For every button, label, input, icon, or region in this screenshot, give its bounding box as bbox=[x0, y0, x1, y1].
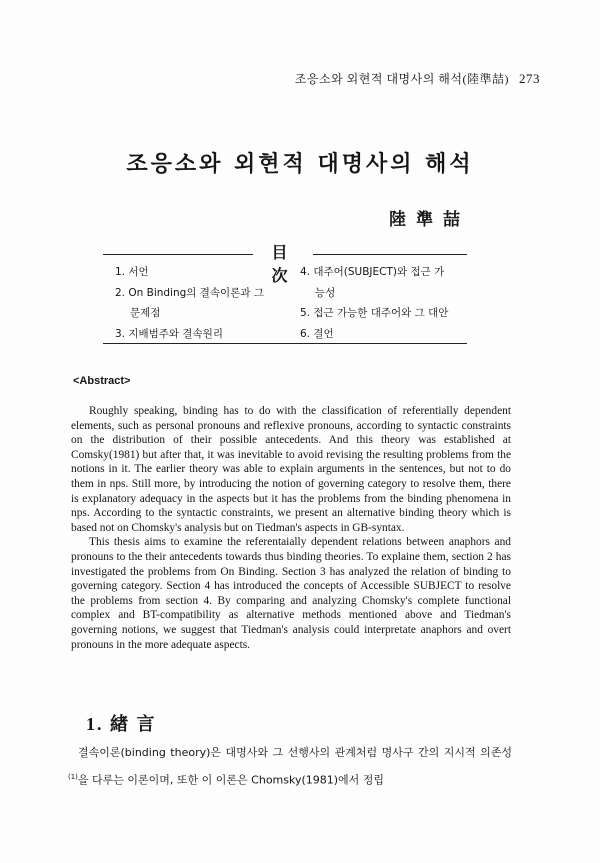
abstract-heading: <Abstract> bbox=[73, 375, 131, 387]
article-title: 조응소와 외현적 대명사의 해석 bbox=[126, 152, 474, 177]
toc-item-continuation: 능성 bbox=[315, 287, 336, 299]
toc-heading: 目 次 bbox=[271, 243, 300, 285]
toc-item-continuation: 문제점 bbox=[130, 307, 161, 319]
author-name: 陸準喆 bbox=[389, 210, 470, 230]
toc-item: 6. 결언 bbox=[300, 328, 334, 340]
body-text bbox=[68, 740, 512, 793]
abstract-body bbox=[71, 404, 511, 652]
toc-item: 5. 접근 가능한 대주어와 그 대안 bbox=[300, 307, 449, 319]
table-of-contents bbox=[103, 243, 467, 344]
body-text-line: 을 다루는 이론이며, 또한 이 이론은 Chomsky(1981)에서 정립 bbox=[77, 773, 385, 787]
toc-item: 4. 대주어(SUBJECT)와 접근 가 bbox=[300, 266, 445, 278]
toc-rule-right bbox=[313, 254, 467, 255]
footnote-marker: (1) bbox=[68, 773, 78, 781]
page-number: 273 bbox=[519, 71, 540, 86]
abstract-paragraph: Roughly speaking, binding has to do with the classification of referentially dependent elements, such as personal pronouns and reflexive pronouns, according to syntactic constraints on the distribution of their possible antecedents. And this theory was established at Comsky(1981) but after that, it was inevitable to avoid revising the resulting problems from the notions in it. The earlier theory was able to explain arguments in the sentences, but not to do them in nps. Still more, by introducing the notion of governing category to resolve them, there is explanatory adequacy in the aspects but it has the problems from the binding phenomena in nps. According to the syntactic constraints, we present an alternative binding theory which is based not on Chomsky's analysis but on Tiedman's aspects in GB-syntax. bbox=[71, 405, 511, 534]
toc-item: 3. 지배범주와 결속원리 bbox=[115, 328, 223, 340]
abstract-paragraph: This thesis aims to examine the referentaially dependent relations between anaphors and pronouns to the their antecedents towards thus binding theories. To explaine them, section 2 has investigated the problems from On Binding. Section 3 has analyzed the relation of binding to governing category. Section 4 has introduced the concepts of Accessible SUBJECT to resolve the problems from section 4. By comparing and analyzing Chomsky's complete functional complex and BT-compatibility as alternative methods mentioned above and Tiedman's governing notions, we suggest that Tiedman's analysis could interpretate anaphors and overt pronouns in the more adequate aspects. bbox=[71, 536, 511, 651]
toc-item: 2. On Binding의 결속이론과 그 bbox=[115, 287, 264, 299]
body-paragraph bbox=[68, 740, 512, 793]
running-head-title: 조응소와 외현적 대명사의 해석(陸準喆) bbox=[294, 72, 509, 86]
body-text-line: 결속이론(binding theory)은 대명사와 그 선행사의 관계처럼 명사구 간의 지시적 의존성 bbox=[78, 746, 512, 759]
toc-rule-left bbox=[103, 254, 253, 255]
running-head bbox=[295, 70, 540, 87]
toc-item: 1. 서언 bbox=[115, 266, 149, 278]
section-heading: 1. 緖 言 bbox=[86, 714, 157, 734]
